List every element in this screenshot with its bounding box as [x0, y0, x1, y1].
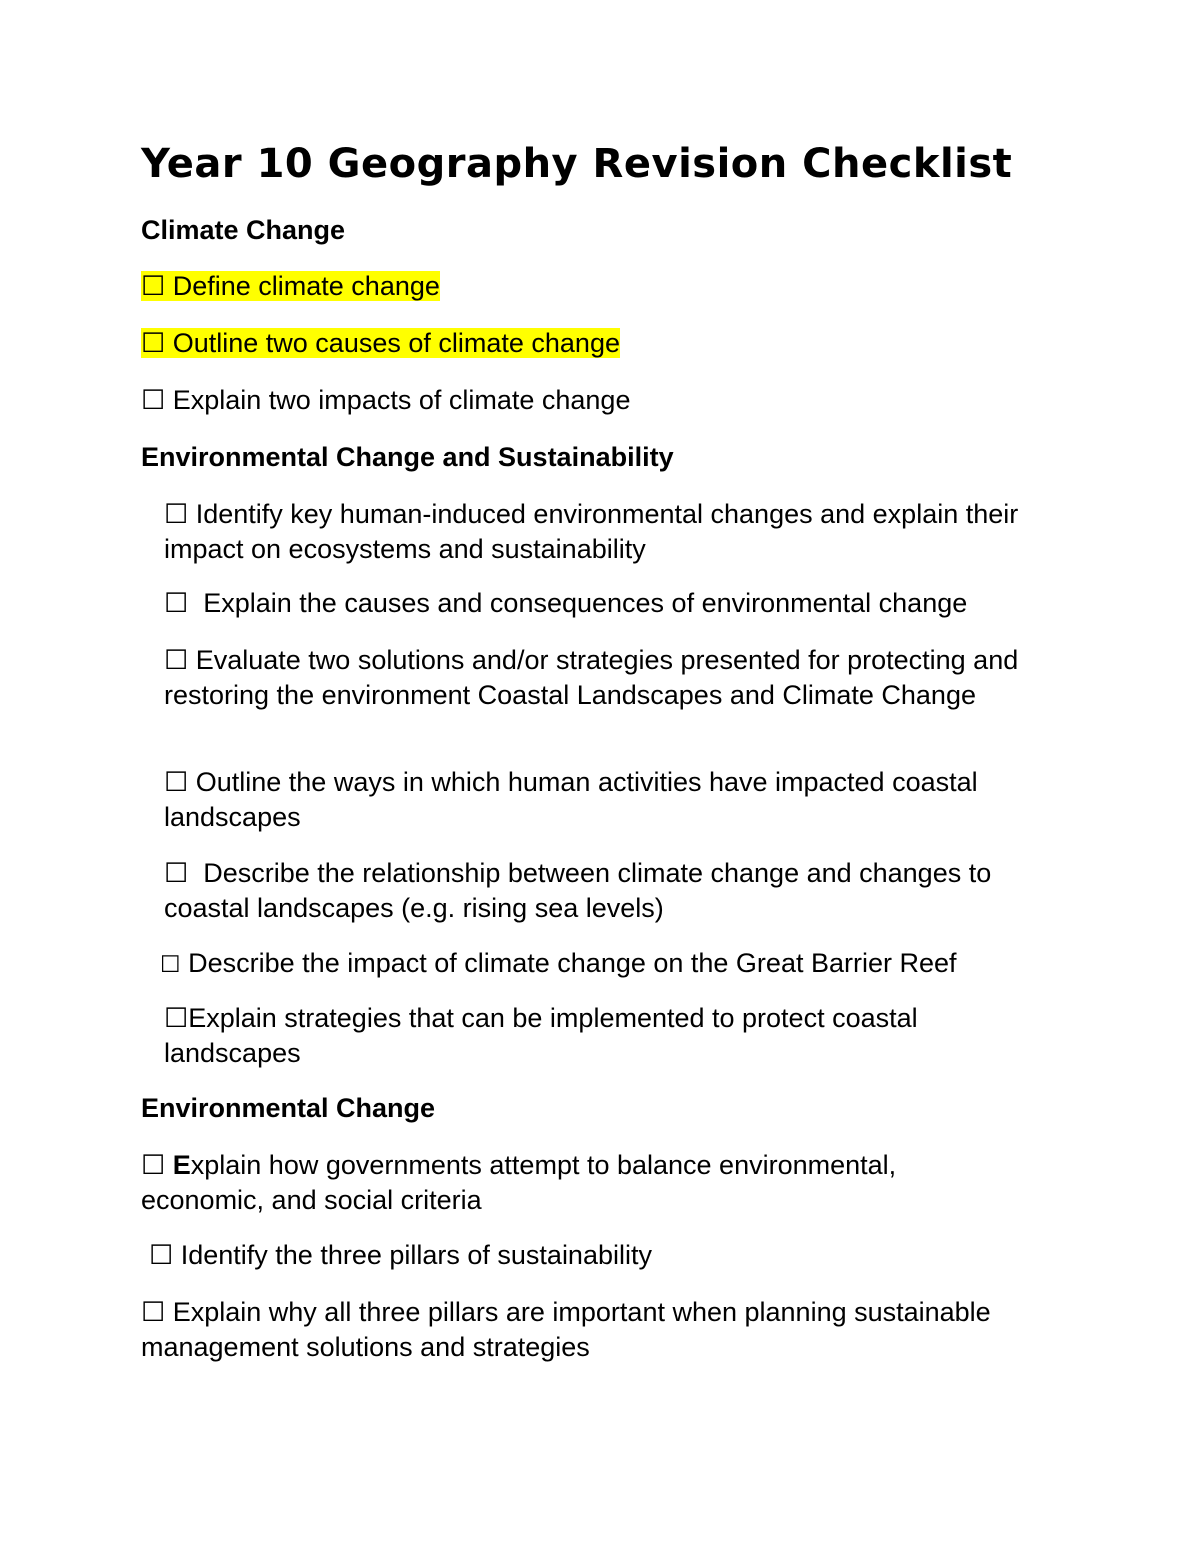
section-heading-environmental-change-and-sustainability: Environmental Change and Sustainability [141, 442, 674, 472]
checklist-item [164, 586, 967, 621]
checkbox-icon[interactable]: ☐ [164, 499, 189, 530]
checkbox-icon[interactable]: ☐ [164, 588, 189, 619]
checkbox-icon[interactable]: ☐ [141, 385, 166, 416]
checklist-item-label: Explain two impacts of climate change [172, 385, 631, 415]
checklist-item [164, 497, 1034, 566]
checkbox-icon[interactable]: ☐ [141, 1297, 166, 1328]
checkbox-icon[interactable]: ☐ [141, 1150, 166, 1181]
checkbox-icon[interactable]: ☐ [141, 328, 166, 359]
checklist-item-label: Identify key human-induced environmental changes and explain their impact on ecosystems and sustainability [164, 499, 1019, 564]
checklist-item-label: Define climate change [172, 271, 440, 301]
checkbox-icon[interactable]: ☐ [164, 645, 189, 676]
checklist-item [149, 1238, 652, 1273]
checklist-item [141, 326, 620, 361]
section-heading-climate-change: Climate Change [141, 215, 346, 245]
checklist-item [164, 1001, 984, 1070]
checklist-item-label: Explain why all three pillars are important when planning sustainable management solutions and strategies [141, 1297, 991, 1362]
checklist-item-label [141, 1150, 896, 1215]
checklist-item-label: Describe the relationship between climate change and changes to coastal landscapes (e.g. rising sea levels) [164, 858, 992, 923]
checklist-item [164, 765, 1034, 834]
checkbox-icon[interactable]: ☐ [149, 1240, 174, 1271]
checkbox-icon[interactable]: ☐ [164, 1003, 189, 1034]
checkbox-icon[interactable]: ☐ [141, 271, 166, 302]
checklist-item-label-rest: xplain how governments attempt to balance environmental, economic, and social criteria [141, 1150, 897, 1215]
checklist-item-label: Describe the impact of climate change on the Great Barrier Reef [188, 948, 957, 978]
checklist-item-label: Outline the ways in which human activities have impacted coastal landscapes [164, 767, 978, 832]
checklist-item [141, 383, 630, 418]
checkbox-icon[interactable]: ☐ [164, 858, 189, 889]
checklist-item [160, 946, 957, 982]
checklist-item-label: Outline two causes of climate change [172, 328, 620, 358]
checklist-item-label: Identify the three pillars of sustainability [180, 1240, 652, 1270]
checklist-item [141, 269, 440, 304]
checklist-item [164, 643, 1024, 712]
checkbox-icon[interactable]: ☐ [164, 767, 189, 798]
section-heading-environmental-change: Environmental Change [141, 1093, 436, 1123]
checklist-item-label: Evaluate two solutions and/or strategies presented for protecting and restoring the environment Coastal Landscapes and Climate Change [164, 645, 1019, 710]
highlighted-text [141, 271, 440, 301]
checklist-item-label: Explain strategies that can be implemented to protect coastal landscapes [164, 1003, 918, 1068]
checklist-item [141, 1148, 961, 1217]
page-title: Year 10 Geography Revision Checklist [141, 141, 1013, 187]
checkbox-icon[interactable]: ☐ [160, 952, 181, 978]
checklist-item [141, 1295, 1051, 1364]
highlighted-text [141, 328, 620, 358]
checklist-item-label: Explain the causes and consequences of environmental change [203, 588, 968, 618]
checklist-item [164, 856, 1054, 925]
bold-initial-letter: E [172, 1150, 191, 1180]
